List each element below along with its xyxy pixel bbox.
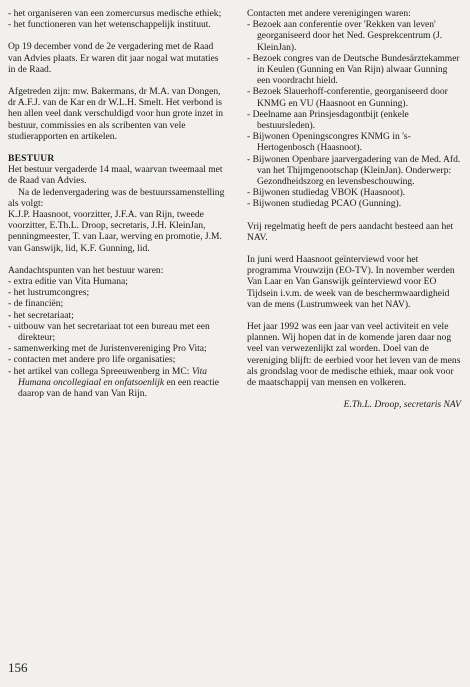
paragraph-raad-van-advies: Op 19 december vond de 2e vergadering met de Raad van Advies plaats. Er waren dit jaar nogal wat mutaties in de Raad. (8, 41, 219, 75)
list-item: - het functioneren van het wetenschappelijk instituut. (8, 19, 226, 30)
paragraph-interviews: In juni werd Haasnoot geïnterviewd voor het programma Vrouwzijn (EO-TV). In november werden Van Laar en Van Ganswijk geïnterviewd voor EO Tijdsein i.v.m. de week van de beschermwaardigheid van de mens (Lustrumweek van het NAV). (247, 254, 455, 310)
article-title: Vita Humana oncollegiaal en onfatsoenlijk (18, 365, 208, 388)
paragraph-bestuursleden: K.J.P. Haasnoot, voorzitter, J.F.A. van Rijn, tweede voorzitter, E.Th.L. Droop, secretaris, J.H. KleinJan, penningmeester, T. van Laar, werving en promotie, J.M. van Ganswijk, lid, K.F. Gunning, lid. (8, 209, 222, 254)
left-column (8, 8, 226, 410)
contacts-intro: Contacten met andere verenigingen waren: (247, 8, 411, 19)
list-item: - Bezoek Slauerhoff-conferentie, georganiseerd door KNMG en VU (Haasnoot en Gunning). (247, 86, 461, 108)
list-item: - uitbouw van het secretariaat tot een bureau met een direkteur; (8, 321, 226, 343)
paragraph-pers: Vrij regelmatig heeft de pers aandacht besteed aan het NAV. (247, 220, 454, 243)
list-item-text: en een reactie daarop van de hand van Van Rijn. (18, 376, 219, 400)
list-item (8, 366, 226, 400)
list-item: - het organiseren van een zomercursus medische ethiek; (8, 8, 226, 19)
paragraph-afgetreden: Afgetreden zijn: mw. Bakermans, dr M.A. van Dongen, dr A.F.J. van de Kar en dr W.L.H. Smelt. Het verbond is hen allen veel dank verschuldigd voor hun grote inzet in bestuur, commissies en als scribenten van vele studierapporten en artikelen. (8, 86, 224, 142)
list-item: - contacten met andere pro life organisaties; (8, 354, 226, 365)
paragraph-bestuur-vergaderde: Het bestuur vergaderde 14 maal, waarvan tweemaal met de Raad van Advies. (8, 164, 223, 187)
section-heading-bestuur: BESTUUR (8, 153, 55, 165)
list-item: - het lustrumcongres; (8, 287, 226, 298)
list-item: - Bijwonen Openingscongres KNMG in 's-Hertogenbosch (Haasnoot). (247, 131, 461, 153)
list-item: - Bijwonen studiedag PCAO (Gunning). (247, 198, 461, 209)
list-item-text: het artikel van collega Spreeuwenberg in MC: (13, 365, 192, 377)
list-item: - Bezoek aan conferentie over 'Rekken van leven' georganiseerd door het Ned. Gesprekcentrum (J. KleinJan). (247, 19, 461, 53)
right-column (247, 8, 461, 422)
list-item: - Bezoek congres van de Deutsche Bundesärztekammer in Keulen (Gunning en Van Rijn) alwaar Gunning een voordracht hield. (247, 53, 461, 87)
aandachtspunten-list (8, 276, 226, 399)
page-number: 156 (8, 660, 28, 675)
list-item: - Bijwonen studiedag VBOK (Haasnoot). (247, 187, 461, 198)
list-item: - Deelname aan Prinsjesdagontbijt (enkele bestuursleden). (247, 109, 461, 131)
paragraph-bestuurssamenstelling: Na de ledenvergadering was de bestuurssamenstelling als volgt: (8, 186, 225, 209)
contacts-list (247, 19, 461, 209)
aandachtspunten-intro: Aandachtspunten van het bestuur waren: (8, 264, 164, 276)
top-list (8, 8, 226, 30)
paragraph-closing: Het jaar 1992 was een jaar van veel activiteit en vele plannen. Wij hopen dat in de komende jaren daar nog veel van verwezenlijkt zal worden. Doel van de vereniging blijft: de eerbied voor het leven van de mens als grondslag voor de medische ethiek, maar ook voor de maatschappij van mensen en volkeren. (247, 321, 461, 389)
list-item: - samenwerking met de Juristenvereniging Pro Vita; (8, 343, 226, 354)
signature: E.Th.L. Droop, secretaris NAV (343, 399, 461, 411)
list-item: - extra editie van Vita Humana; (8, 276, 226, 287)
list-item: - het secretariaat; (8, 310, 226, 321)
list-item: - de financiën; (8, 298, 226, 309)
list-item: - Bijwonen Openbare jaarvergadering van de Med. Afd. van het Thijmgenootschap (KleinJan). Onderwerp: Gezondheidszorg en levensbeschouwing. (247, 154, 461, 188)
